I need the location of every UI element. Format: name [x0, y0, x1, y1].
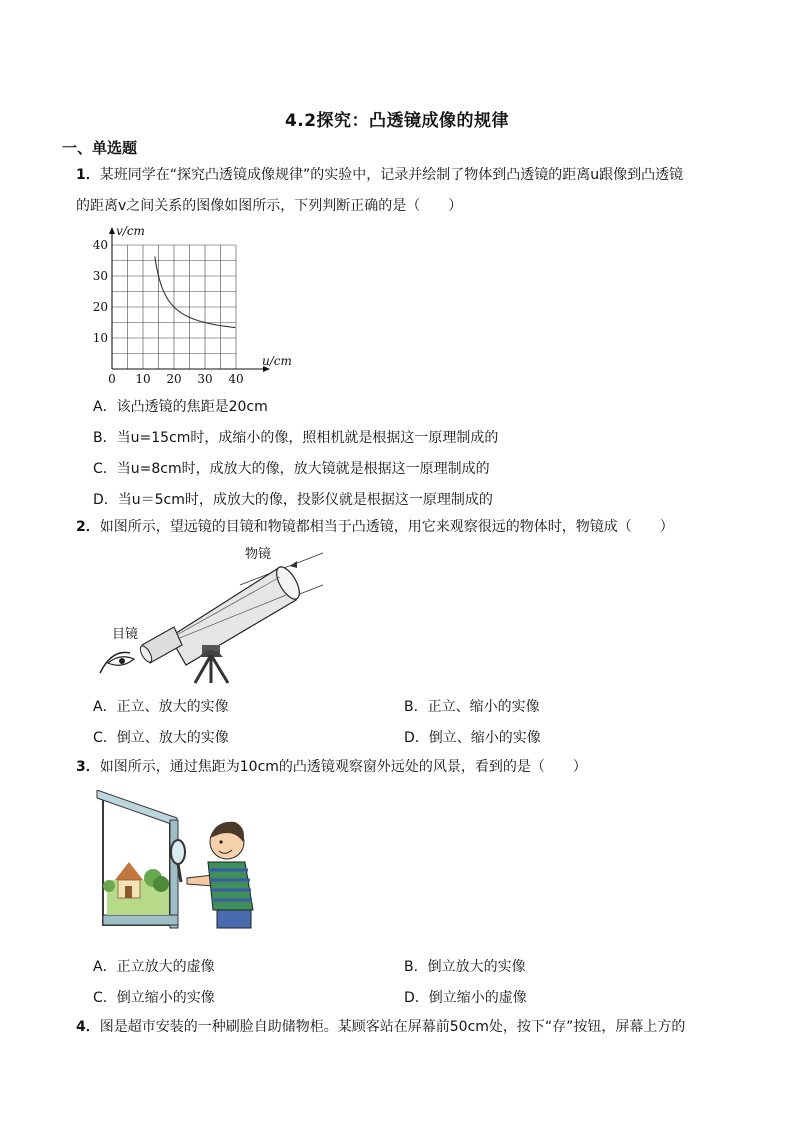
- q3-option-d[interactable]: D．倒立缩小的虚像: [404, 990, 527, 1006]
- section-heading: 一、单选题: [62, 139, 138, 157]
- y-tick-label: 10: [92, 331, 108, 345]
- q2-option-c[interactable]: C．倒立、放大的实像: [93, 730, 229, 746]
- y-axis-label: v/cm: [116, 224, 145, 238]
- y-tick-label: 40: [92, 238, 108, 252]
- chart-marks: [93, 224, 292, 386]
- uv-curve: [155, 256, 236, 327]
- x-axis-label: u/cm: [262, 354, 292, 368]
- q3-option-b[interactable]: B．倒立放大的实像: [404, 959, 526, 975]
- window-boy-figure: [95, 790, 265, 935]
- q1-option-d[interactable]: D．当u＝5cm时，成放大的像，投影仪就是根据这一原理制成的: [93, 492, 493, 508]
- q1-option-a[interactable]: A．该凸透镜的焦距是20cm: [93, 399, 268, 415]
- y-axis-arrow: [109, 227, 115, 234]
- question-3-text: 如图所示，通过焦距为10cm的凸透镜观察窗外远处的风景，看到的是（ ）: [99, 759, 587, 775]
- q3-option-a[interactable]: A．正立放大的虚像: [93, 959, 215, 975]
- q2-option-d[interactable]: D．倒立、缩小的实像: [404, 730, 541, 746]
- question-2: [76, 512, 736, 543]
- objective-lens-label: 物镜: [245, 547, 272, 562]
- q2-option-a[interactable]: A．正立、放大的实像: [93, 699, 229, 715]
- question-2-text: 如图所示，望远镜的目镜和物镜都相当于凸透镜，用它来观察很远的物体时，物镜成（ ）: [99, 519, 674, 535]
- y-tick-label: 20: [92, 300, 108, 314]
- q3-option-c[interactable]: C．倒立缩小的实像: [93, 990, 215, 1006]
- q1-option-c[interactable]: C．当u=8cm时，成放大的像，放大镜就是根据这一原理制成的: [93, 461, 490, 477]
- telescope-figure: [90, 545, 330, 685]
- question-4: [76, 1012, 736, 1043]
- question-4-text: 图是超市安装的一种刷脸自助储物柜。某顾客站在屏幕前50cm处，按下“存”按钮，屏幕上方的: [99, 1019, 686, 1035]
- question-1-line-1: 某班同学在“探究凸透镜成像规律”的实验中，记录并绘制了物体到凸透镜的距离u跟像到凸透镜: [99, 167, 684, 183]
- eyepiece-label: 目镜: [112, 627, 139, 642]
- question-number: 4．: [76, 1019, 100, 1035]
- question-1-line-2: 的距离v之间关系的图像如图所示，下列判断正确的是（ ）: [76, 198, 463, 214]
- q2-option-b[interactable]: B．正立、缩小的实像: [404, 699, 540, 715]
- q1-option-b[interactable]: B．当u=15cm时，成缩小的像，照相机就是根据这一原理制成的: [93, 430, 499, 446]
- y-tick-label: 30: [92, 269, 108, 283]
- uv-graph: [90, 222, 300, 390]
- question-number: 2．: [76, 519, 100, 535]
- page-title: 4.2探究：凸透镜成像的规律: [284, 111, 510, 131]
- x-tick-label: 0: [108, 372, 116, 386]
- question-number: 1．: [76, 167, 100, 183]
- question-1: [76, 160, 736, 222]
- question-3: [76, 752, 736, 783]
- x-tick-label: 20: [166, 372, 182, 386]
- x-tick-label: 10: [135, 372, 151, 386]
- x-tick-label: 40: [228, 372, 244, 386]
- x-tick-label: 30: [197, 372, 213, 386]
- question-number: 3．: [76, 759, 100, 775]
